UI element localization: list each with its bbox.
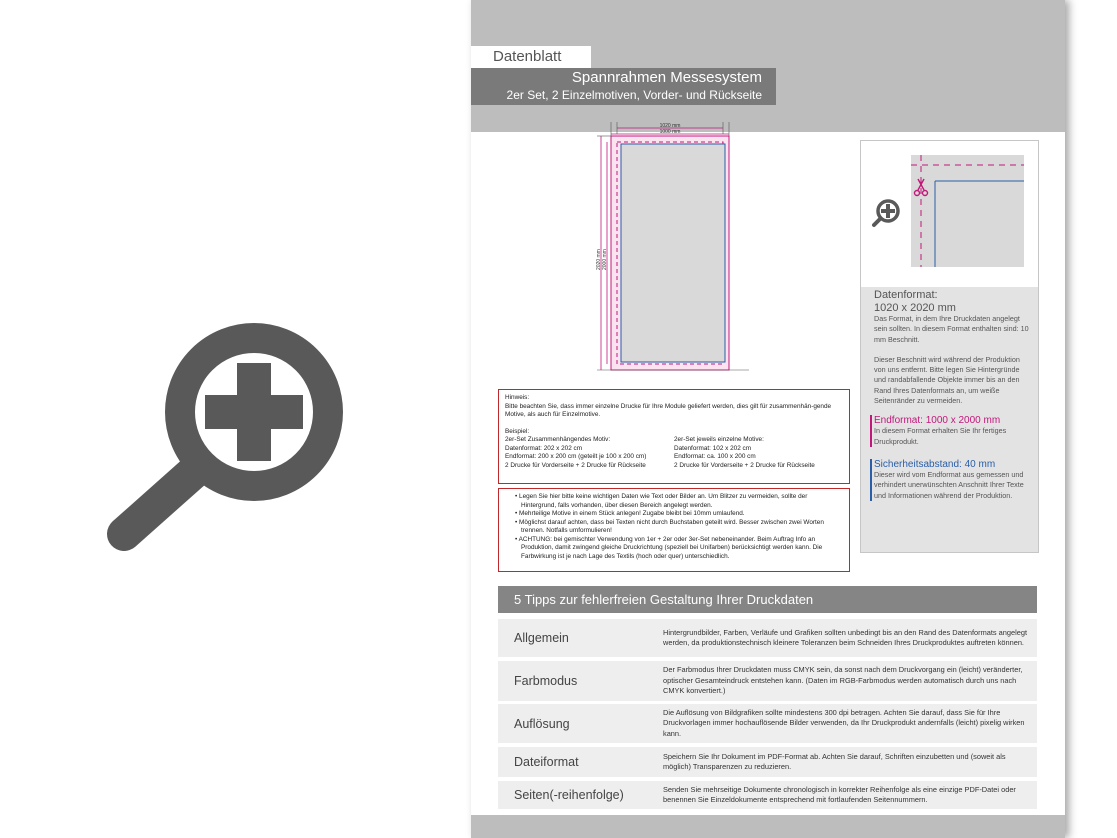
tip-label: Allgemein [514,631,569,645]
product-subtitle: 2er Set, 2 Einzelmotiven, Vorder- und Rückseite [506,88,762,102]
hint-example-label: Beispiel: [505,427,530,435]
datenformat-label: Datenformat: [874,289,938,301]
tip-row [498,704,1037,743]
magnifier-plus-icon[interactable] [874,201,898,225]
beschnitt-text: Dieser Beschnitt wird während der Produktion von uns entfernt. Bitte legen Sie Hintergründe und randabfallende Objekte immer bis an den Rand Ihres Datenformats an, um weiße Seitenränder zu vermeiden. [874,354,1020,406]
hint-col1-line: Endformat: 200 x 200 cm (geteilt je 100 x 200 cm) [505,453,647,460]
product-title [471,68,776,105]
hint-col1-line: 2er-Set Zusammenhängendes Motiv: [505,436,611,443]
height-inner-label: 2000 mm [602,249,608,270]
hint-col2-line: 2er-Set jeweils einzelne Motive: [674,436,764,443]
format-drawing [589,120,749,386]
tip-row [498,619,1037,657]
safety-text: Dieser wird vom Endformat aus gemessen und verhindert unerwünschten Anschnitt Ihrer Texte und Informationen während der Produktion. [874,469,1024,500]
hint-col-1 [505,436,674,470]
warning-item: • Legen Sie hier bitte keine wichtigen Daten wie Text oder Bilder an. Um Blitzer zu vermeiden, sollte der Hintergrund, falls vorhanden, über diesen Bereich angelegt werden. [515,493,808,509]
endformat-block [870,415,1030,447]
datasheet-tab: Datenblatt [471,46,591,68]
width-inner-label: 1000 mm [659,129,681,135]
product-name: Spannrahmen Messesystem [571,69,762,86]
hint-text: Bitte beachten Sie, dass immer einzelne Drucke für Ihre Module geliefert werden, dies gilt für zusammenhän-gende Motive, als auch für Einzelmotive. [505,402,832,418]
format-info [861,287,1038,552]
footer-band [471,815,1065,838]
tip-label: Dateiformat [514,755,579,769]
hint-box [498,389,850,484]
zoom-in-icon[interactable] [100,318,360,558]
tip-label: Auflösung [514,716,570,731]
tip-text: Der Farbmodus Ihrer Druckdaten muss CMYK sein, da sonst nach dem Druckvorgang ein (leicht) veränderter, optischer Gesamteindruck entstehen kann. (Daten im RGB-Farbmodus werden automatisch durch uns nach CMYK konvertiert.) [663,665,1023,696]
hint-col2-line: Datenformat: 102 x 202 cm [674,444,752,452]
tip-text: Die Auflösung von Bildgrafiken sollte mindestens 300 dpi betragen. Achten Sie darauf, dass Sie für Ihre Druckvorlagen immer hochauflösende Bilder verwenden, da Ihr Druckprodukt andernfalls (leicht) pixelig wirken kann. [663,707,1025,738]
width-outer-label: 1020 mm [659,123,681,129]
tip-row [498,661,1037,701]
tip-text: Hintergrundbilder, Farben, Verläufe und Grafiken sollten unbedingt bis an den Rand des Datenformats angelegt werden, da produktionstechnisch kleinere Toleranzen beim Schneiden Ihres Druckproduktes auftreten können. [663,627,1028,647]
height-outer-label: 2020 mm [596,249,602,270]
warning-item: • ACHTUNG: bei gemischter Verwendung von 1er + 2er oder 3er-Set nebeneinander. Beim Auftrag Info an Produktion, damit zwingend gleiche Druckrichtung (speziell bei Unifarben) berücksichtigt werden kann. Die Farbwirkung ist je nach Lage des Textils (hoch oder quer) unterschiedlich. [515,535,823,560]
tip-label: Farbmodus [514,674,578,688]
datenformat-text: Das Format, in dem Ihre Druckdaten angelegt sein sollten. In diesem Format enthalten sind: 10 mm Beschnitt. [874,314,1029,344]
warning-box [498,488,850,572]
warning-item: • Möglichst darauf achten, dass bei Texten nicht durch Buchstaben geteilt wird. Besser zwischen zwei Worten trennen. Notfalls umformulieren! [515,518,824,534]
format-detail-box [860,140,1039,553]
tip-text: Speichern Sie Ihr Dokument im PDF-Format ab. Achten Sie darauf, Schriften einzubetten und (soweit als möglich) Transparenzen zu reduzieren. [663,751,1006,771]
hint-col-2 [674,436,843,470]
tip-row [498,747,1037,777]
endformat-text: In diesem Format erhalten Sie Ihr fertiges Druckprodukt. [874,426,1007,446]
hint-title: Hinweis: [505,394,530,401]
tip-row [498,781,1037,809]
hint-col1-line: Datenformat: 202 x 202 cm [505,444,583,452]
safety-block [870,459,1030,501]
datasheet-page [471,0,1065,838]
tip-text: Senden Sie mehrseitige Dokumente chronologisch in korrekter Reihenfolge als eine einzige PDF-Datei oder benennen Sie Einzeldokumente entsprechend mit fortlaufenden Seitennummern. [663,784,1016,804]
tip-label: Seiten(-reihenfolge) [514,788,624,802]
hint-col2-line: 2 Drucke für Vorderseite + 2 Drucke für Rückseite [674,461,815,469]
corner-preview [861,141,1038,283]
datenformat-value: 1020 x 2020 mm [874,302,956,314]
safety-label: Sicherheitsabstand: 40 mm [874,458,996,470]
endformat-label: Endformat: 1000 x 2000 mm [874,415,1001,427]
tips-header: 5 Tipps zur fehlerfreien Gestaltung Ihrer Druckdaten [498,586,1037,613]
hint-col1-line: 2 Drucke für Vorderseite + 2 Drucke für Rückseite [505,461,646,469]
warning-item: • Mehrteilige Motive in einem Stück anlegen! Zugabe bleibt bei 10mm umlaufend. [515,510,745,517]
hint-col2-line: Endformat: ca. 100 x 200 cm [674,453,756,460]
